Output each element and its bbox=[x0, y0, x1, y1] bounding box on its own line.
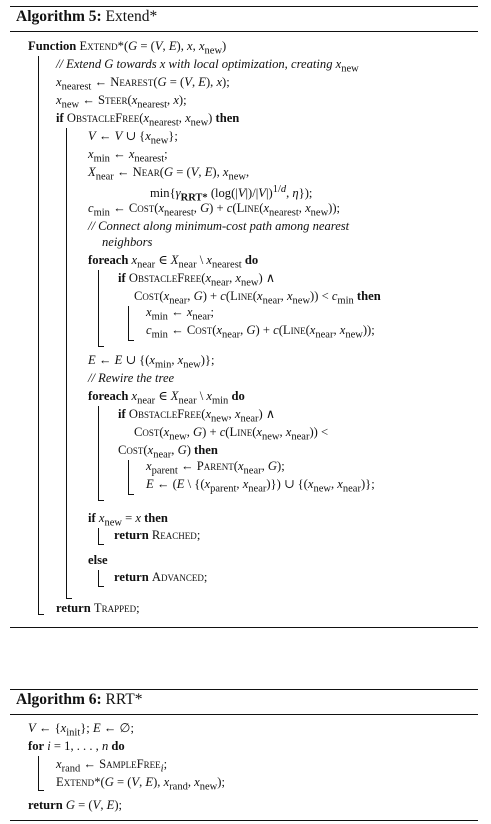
alg6-line-2: for i = 1, . . . , n do bbox=[28, 739, 125, 753]
bottom-rule-6 bbox=[10, 820, 478, 821]
algorithm-6-title bbox=[16, 691, 143, 709]
alg6-line-3: $x_{rand}$ ← SampleFree$_i$; bbox=[56, 757, 168, 775]
alg5-line-10: $c_{min}$ ← $Cost(x_{nearest}$, $G) + c(Line(x_{nearest}$, $x_{new}$)); bbox=[88, 201, 341, 219]
for-body-end bbox=[38, 790, 44, 791]
bottom-rule bbox=[10, 627, 478, 628]
alg5-line-else: else bbox=[88, 553, 108, 567]
alg5-line-xmin: $x_{min}$ ← $x_{near}$; bbox=[146, 305, 214, 323]
alg5-comment-extend: // Extend G towards x with local optimization, creating $x_{new}$ bbox=[56, 57, 359, 75]
alg5-line-if-2: if $ObstacleFree(x_{near}$, $x_{new}$) ∧ bbox=[118, 271, 276, 289]
alg5-line-3: $x_{nearest}$ ← Nearest(G = (V, E), x); bbox=[56, 75, 230, 93]
alg5-line-7: $x_{min}$ ← $x_{nearest}$; bbox=[88, 147, 168, 165]
alg5-line-foreach-1: foreach $x_{near}$ ∈ $X_{near}$ \ $x_{nearest}$ do bbox=[88, 253, 259, 271]
top-rule-6 bbox=[10, 689, 478, 690]
alg5-comment-connect: // Connect along minimum-cost path among nearest bbox=[88, 219, 350, 233]
algorithm-5-title bbox=[16, 8, 157, 26]
function-body-bar bbox=[38, 56, 39, 614]
alg5-line-xparent: $x_{parent}$ ← $Parent(x_{near}$, G); bbox=[146, 459, 285, 477]
alg5-line-6: V ← V ∪ $\{x_{new}\}$; bbox=[88, 129, 178, 147]
if-2-end bbox=[128, 340, 134, 341]
algorithm-5-block bbox=[10, 0, 478, 632]
alg5-line-edge: E ← E ∪ {($x_{min}$, $x_{new}$)}; bbox=[88, 353, 215, 371]
alg5-line-5: if $ObstacleFree(x_{nearest}$, $x_{new}$) then bbox=[56, 111, 240, 129]
if-2-bar bbox=[128, 306, 129, 340]
alg6-line-5: return G = (V, E); bbox=[28, 798, 123, 812]
if-3-bar bbox=[128, 460, 129, 494]
algorithm-6-label: Algorithm 6: bbox=[16, 691, 102, 708]
alg5-line-if-3: if $ObstacleFree(x_{new}$, $x_{near}$) ∧ bbox=[118, 407, 276, 425]
alg5-line-4: $x_{new}$ ← $Steer(x_{nearest}$, x); bbox=[56, 93, 187, 111]
alg5-line-8: $X_{near}$ ← Near(G = (V, E), $x_{new}$, bbox=[88, 165, 250, 183]
title-rule bbox=[10, 31, 478, 32]
algorithm-5-label: Algorithm 5: bbox=[16, 8, 102, 25]
alg5-line-foreach-2: foreach $x_{near}$ ∈ $X_{near}$ \ $x_{min}$ do bbox=[88, 389, 245, 407]
algorithm-6-block bbox=[10, 683, 478, 824]
foreach-1-end bbox=[98, 346, 104, 347]
alg5-line-rewire-edge: E ← (E \ {($x_{parent}$, $x_{near}$)}) ∪ {($x_{new}$, $x_{near}$)}; bbox=[146, 477, 375, 495]
for-body-bar bbox=[38, 756, 39, 790]
top-rule bbox=[10, 6, 478, 7]
alg5-line-if-3c: $Cost(x_{near}$, G) then bbox=[118, 443, 218, 461]
if-reached-bar bbox=[98, 528, 99, 544]
alg5-line-9: $\min\{\gamma_{RRT*}$ $(\log(|V|)/|V|)^{1/d}$, η}); bbox=[150, 184, 313, 204]
algorithm-5-name: Extend* bbox=[105, 8, 158, 25]
alg5-line-if-reached: if $x_{new} = x$ then bbox=[88, 511, 168, 529]
function-body-end bbox=[38, 614, 44, 615]
foreach-1-bar bbox=[98, 270, 99, 346]
else-end bbox=[98, 586, 104, 587]
foreach-2-bar bbox=[98, 406, 99, 500]
if-body-end bbox=[66, 598, 72, 599]
title-rule-6 bbox=[10, 714, 478, 715]
if-3-end bbox=[128, 494, 134, 495]
alg6-line-1: V ← $\{x_{init}\}$; E ← ∅; bbox=[28, 721, 135, 739]
alg5-comment-rewire: // Rewire the tree bbox=[88, 371, 175, 385]
alg5-line-reached: return Reached; bbox=[114, 528, 201, 542]
foreach-2-end bbox=[98, 500, 104, 501]
alg5-comment-connect-2: neighbors bbox=[102, 235, 153, 249]
alg5-line-trapped: return Trapped; bbox=[56, 601, 140, 615]
alg5-line-1: Function Extend*(G = (V, E), x, $x_{new}$) bbox=[28, 39, 227, 57]
algorithm-6-name: RRT* bbox=[105, 691, 143, 708]
alg5-line-advanced: return Advanced; bbox=[114, 570, 208, 584]
if-reached-end bbox=[98, 544, 104, 545]
alg5-line-if-3b: $Cost(x_{new}$, $G) + c(Line(x_{new}$, $x_{near}$)) < bbox=[134, 425, 329, 443]
if-body-bar bbox=[66, 128, 67, 598]
alg5-line-if-2b: $Cost(x_{near}$, $G) + c(Line(x_{near}$, $x_{new})) < c_{min}$ then bbox=[134, 289, 381, 307]
alg6-line-4: Extend*(G = (V, E), $x_{rand}$, $x_{new}$); bbox=[56, 775, 225, 793]
alg5-line-cmin: $c_{min}$ ← $Cost(x_{near}$, $G) + c(Line(x_{near}$, $x_{new}$)); bbox=[146, 323, 375, 341]
else-bar bbox=[98, 570, 99, 586]
